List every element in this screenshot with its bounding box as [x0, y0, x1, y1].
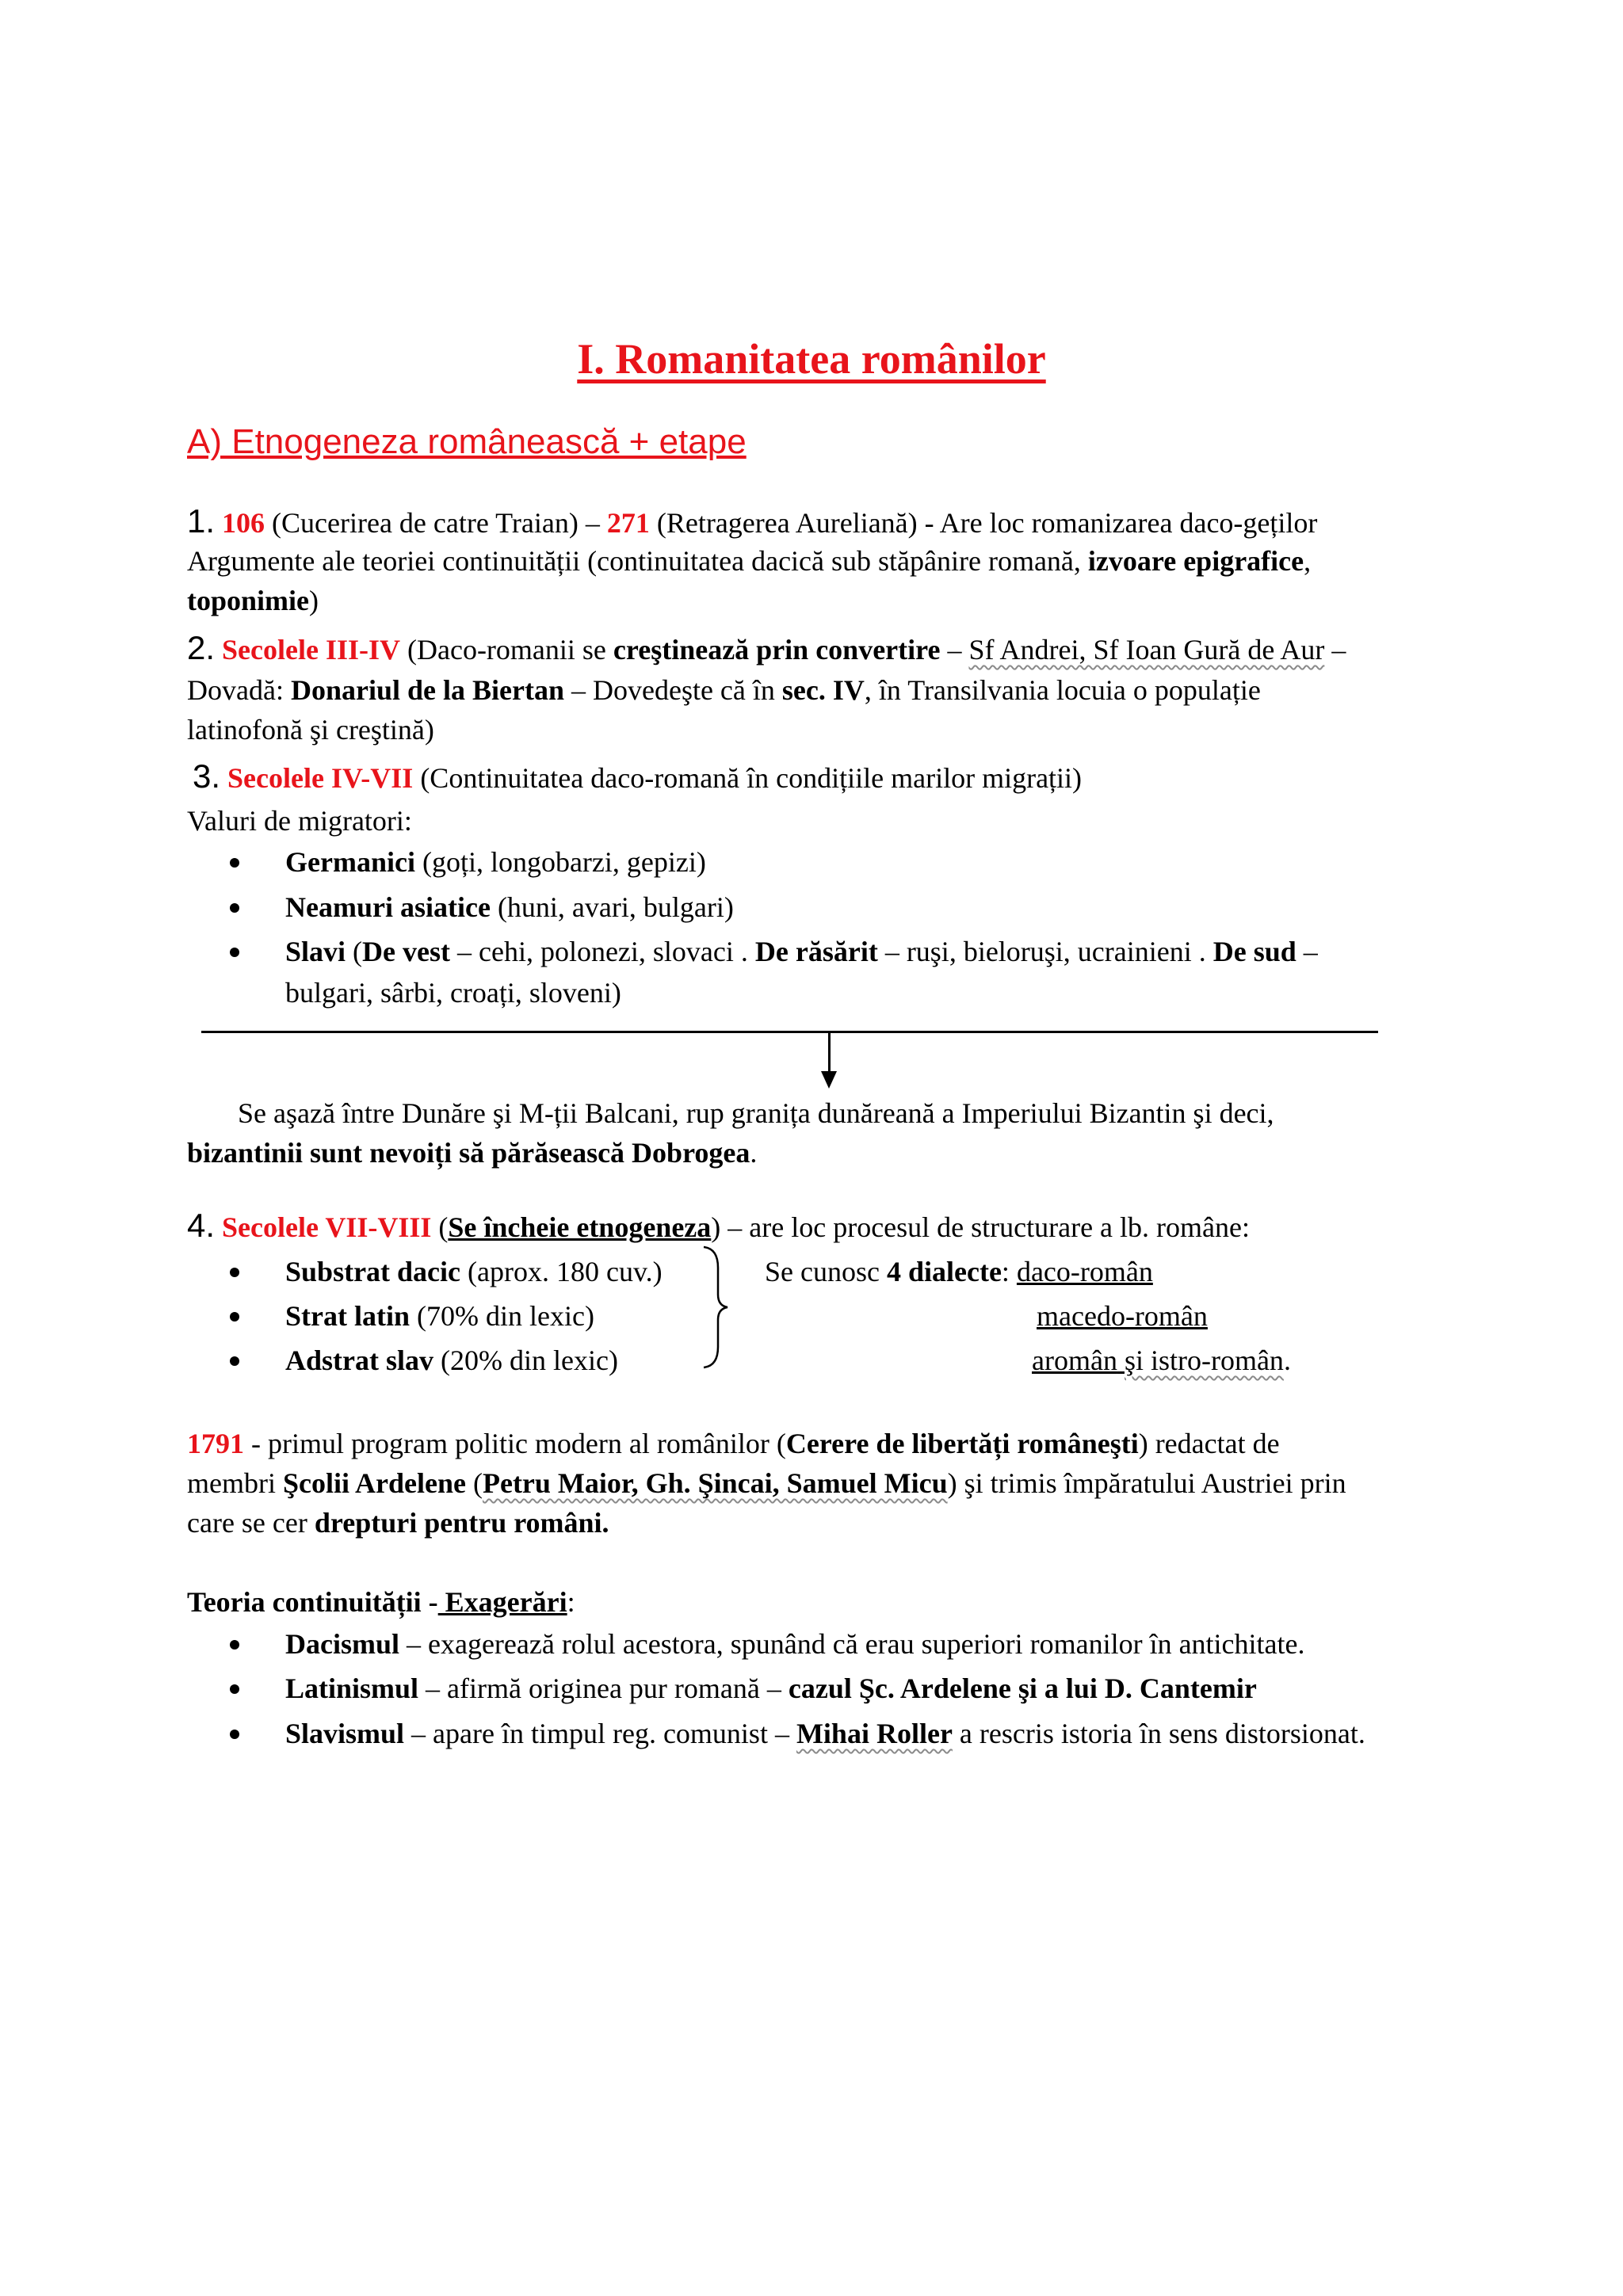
text: – [1324, 634, 1346, 666]
migrators-heading: Valuri de migratori: [187, 805, 412, 837]
text-bold-underlined: Se încheie etnogeneza [448, 1211, 712, 1243]
list-item [285, 1296, 594, 1336]
text: (huni, avari, bulgari) [490, 891, 734, 923]
text-bold: Neamuri asiatice [285, 891, 491, 923]
text: (20% din lexic) [433, 1344, 618, 1376]
result-line1: Se aşază între Dunăre şi M-ții Balcani, rup granița dunăreană a Imperiului Bizantin şi deci, [238, 1097, 1274, 1129]
text: ( [346, 936, 363, 967]
stage1-line1 [187, 502, 1317, 543]
text: . [1283, 1344, 1291, 1376]
stage3-number: 3. [193, 757, 221, 795]
text-bold: sec. IV [781, 674, 865, 706]
text: (70% din lexic) [410, 1300, 594, 1332]
stage2-number: 2. [187, 629, 216, 666]
text: care se cer [187, 1507, 315, 1539]
text: (goți, longobarzi, gepizi) [414, 846, 706, 878]
text: (Continuitatea daco-romană în condițiile marilor migrații) [413, 762, 1083, 794]
text-bold: creştinează prin convertire [613, 634, 941, 666]
stage3-line1 [193, 757, 1082, 798]
bullet-icon [230, 1669, 239, 1708]
text-bold: drepturi pentru români. [314, 1507, 609, 1539]
text-bold: toponimie [187, 585, 310, 616]
theory-heading [187, 1582, 575, 1622]
stage4-number: 4. [187, 1207, 216, 1244]
bullet-icon [230, 1624, 239, 1664]
stage1-year-end: 271 [606, 507, 650, 539]
text-bold: bizantinii sunt nevoiți să părăsească Dobrogea [187, 1137, 750, 1169]
bullet-icon [230, 1341, 239, 1380]
text: – [1296, 936, 1318, 967]
list-item [285, 1252, 663, 1291]
bullet-icon [230, 1252, 239, 1291]
arrow-head-icon [821, 1071, 837, 1089]
text: : [1001, 1256, 1017, 1287]
text-bold: De răsărit [754, 936, 878, 967]
text-bold: Germanici [285, 846, 415, 878]
stage1-number: 1. [187, 502, 216, 540]
stage1-text: (Cucerirea de catre Traian) – [265, 507, 607, 539]
text: – afirmă originea pur romană – [418, 1672, 789, 1704]
text: a rescris istoria în sens distorsionat. [952, 1718, 1365, 1749]
text: ) redactat de [1138, 1428, 1280, 1459]
text-bold: Dacismul [285, 1628, 399, 1660]
text: – apare în timpul reg. comunist – [404, 1718, 796, 1749]
stage3-period: Secolele IV-VII [227, 762, 414, 794]
text-bold: De sud [1212, 936, 1296, 967]
text-bold: Latinismul [285, 1672, 419, 1704]
text-spellcheck: şi istro-român [1124, 1344, 1284, 1376]
brace-icon [701, 1244, 732, 1371]
dialect-item: macedo-român [1037, 1300, 1208, 1332]
text-bold: Slavi [285, 936, 346, 967]
bullet-icon [230, 842, 239, 882]
dialect-item [1032, 1341, 1291, 1380]
text: ) şi trimis împăratului Austriei prin [947, 1467, 1346, 1499]
result-line2 [187, 1133, 757, 1173]
stage1-line3 [187, 581, 319, 620]
list-item [285, 932, 1318, 971]
text: – ruşi, bieloruşi, ucrainieni . [877, 936, 1213, 967]
y1791-line3 [187, 1503, 609, 1543]
text-underlined: aromân [1032, 1344, 1117, 1376]
stage1-text2: (Retragerea Aureliană) - Are loc romanizarea daco-geților [649, 507, 1318, 539]
list-item [285, 842, 706, 882]
stage1-year-start: 106 [222, 507, 265, 539]
text: ) – are loc procesul de structurare a lb. române: [711, 1211, 1250, 1243]
stage2-line1 [187, 628, 1346, 669]
text: : [567, 1586, 575, 1618]
stage2-line2 [187, 670, 1261, 710]
text-bold: Donariul de la Biertan [290, 674, 564, 706]
text: ( [465, 1467, 483, 1499]
text: (Daco-romanii se [400, 634, 613, 666]
text: , în Transilvania locuia o populație [864, 674, 1261, 706]
text-underlined [1117, 1344, 1125, 1376]
arrow-down-icon [828, 1033, 831, 1073]
text: – Dovedeşte că în [563, 674, 782, 706]
text-spellcheck: Sf Andrei, Sf Ioan Gură de Aur [968, 634, 1325, 666]
year-1791: 1791 [187, 1428, 244, 1459]
stage4-period: Secolele VII-VIII [222, 1211, 432, 1243]
text-bold: cazul Şc. Ardelene şi a lui D. Cantemir [788, 1672, 1257, 1704]
text-bold: Strat latin [285, 1300, 410, 1332]
list-item [285, 1341, 618, 1380]
text: Se cunosc [765, 1256, 887, 1287]
text: , [1304, 545, 1312, 577]
page-title: I. Romanitatea românilor [577, 335, 1046, 383]
text: Argumente ale teoriei continuității (continuitatea dacică sub stăpânire romană, [187, 545, 1088, 577]
list-item [285, 1714, 1365, 1753]
text-bold: Substrat dacic [285, 1256, 461, 1287]
bullet-icon [230, 932, 239, 971]
text: ( [431, 1211, 449, 1243]
text: - primul program politic modern al românilor ( [244, 1428, 786, 1459]
stage1-line2 [187, 541, 1311, 581]
text-bold: 4 dialecte [886, 1256, 1002, 1287]
text: membri [187, 1467, 283, 1499]
text: – exagerează rolul acestora, spunând că erau superiori romanilor în antichitate. [399, 1628, 1305, 1660]
text-spellcheck: Petru Maior, Gh. Şincai, Samuel Micu [482, 1467, 948, 1499]
text-bold: Cerere de libertăți româneşti [785, 1428, 1139, 1459]
list-item [285, 1624, 1305, 1664]
dialect-item: daco-român [1016, 1256, 1153, 1287]
text-bold: Adstrat slav [285, 1344, 433, 1376]
text-bold: Teoria continuității - [187, 1586, 438, 1618]
text: (aprox. 180 cuv.) [460, 1256, 663, 1287]
text-bold: De vest [362, 936, 450, 967]
text: ) [309, 585, 319, 616]
text: – cehi, polonezi, slovaci . [449, 936, 755, 967]
list-item [285, 887, 734, 927]
divider [201, 1031, 1378, 1033]
text-bold: Şcolii Ardelene [282, 1467, 466, 1499]
bullet-icon [230, 1714, 239, 1753]
stage2-line3: latinofonă şi creştină) [187, 714, 434, 746]
stage4-line1 [187, 1206, 1250, 1247]
bullet-icon [230, 1296, 239, 1336]
list-item [285, 1669, 1257, 1708]
text-bold-underlined: Exagerări [437, 1586, 567, 1618]
y1791-line1 [187, 1424, 1280, 1463]
text: . [750, 1137, 758, 1169]
text-spellcheck: Mihai Roller [796, 1718, 953, 1749]
dialects-line [765, 1252, 1153, 1291]
text: Dovadă: [187, 674, 291, 706]
section-heading: A) Etnogeneza românească + etape [187, 422, 747, 461]
text: – [940, 634, 969, 666]
text-bold: izvoare epigrafice [1087, 545, 1304, 577]
y1791-line2 [187, 1463, 1346, 1503]
bullet-icon [230, 887, 239, 927]
text-bold: Slavismul [285, 1718, 405, 1749]
stage2-period: Secolele III-IV [222, 634, 400, 666]
list-item-continuation: bulgari, sârbi, croați, sloveni) [285, 977, 621, 1009]
